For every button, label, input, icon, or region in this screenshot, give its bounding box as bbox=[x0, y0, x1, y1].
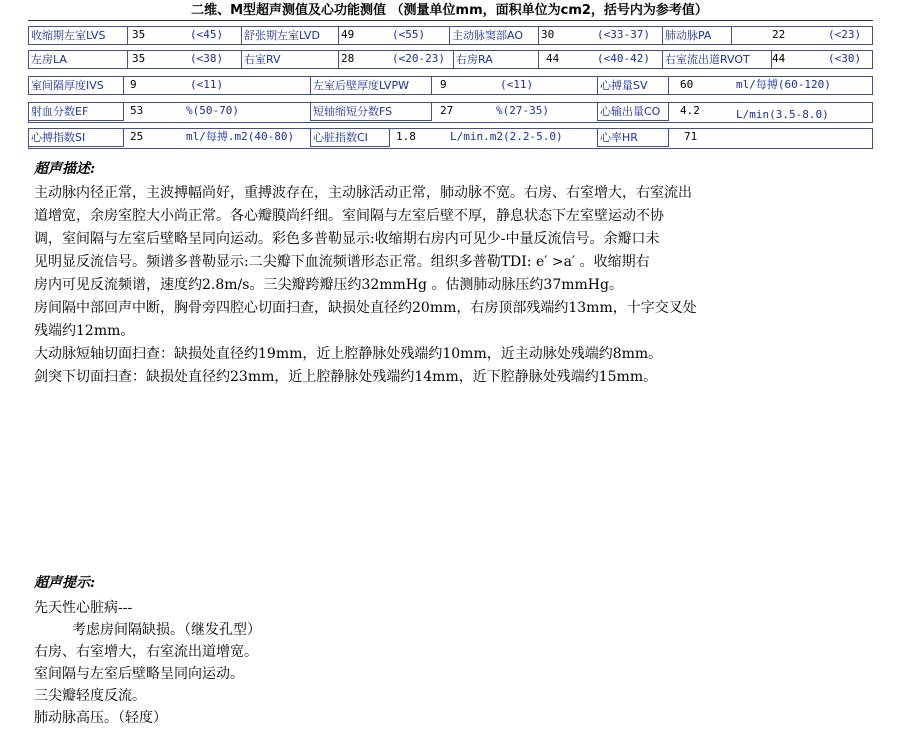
label-ao: 主动脉窦部AO bbox=[449, 26, 539, 45]
ref-ef: %(50-70) bbox=[186, 104, 239, 117]
row-outline bbox=[28, 102, 873, 123]
ref-ao: (<33-37) bbox=[597, 28, 650, 41]
row-outline bbox=[28, 76, 873, 95]
conclusion-line: 右房、右室增大，右室流出道增宽。 bbox=[34, 644, 258, 660]
conclusion-line: 室间隔与左室后壁略呈同向运动。 bbox=[34, 666, 244, 682]
value-ra: 44 bbox=[546, 52, 560, 65]
label-lvs: 收缩期左室LVS bbox=[28, 26, 128, 45]
value-si: 25 bbox=[130, 130, 144, 143]
ref-lvd: (<55) bbox=[392, 28, 426, 41]
value-ao: 30 bbox=[541, 28, 555, 41]
description-line: 调，室间隔与左室后壁略呈同向运动。彩色多普勒显示:收缩期右房内可见少-中量反流信号。余瓣口未 bbox=[34, 231, 660, 247]
label-si: 心搏指数SI bbox=[28, 128, 124, 147]
value-hr: 71 bbox=[684, 130, 698, 143]
description-heading: 超声描述: bbox=[34, 161, 96, 177]
label-ef: 射血分数EF bbox=[28, 102, 124, 121]
value-ci: 1.8 bbox=[396, 130, 416, 143]
label-hr: 心率HR bbox=[597, 128, 669, 147]
conclusion-line: 考虑房间隔缺损。（继发孔型） bbox=[72, 622, 261, 638]
label-ivs: 室间隔厚度IVS bbox=[28, 76, 124, 95]
conclusion-line: 三尖瓣轻度反流。 bbox=[34, 688, 146, 704]
description-line: 房间隔中部回声中断，胸骨旁四腔心切面扫查，缺损处直径约20mm，右房顶部残端约13mm，十字交叉处 bbox=[34, 300, 697, 316]
label-lvpw: 左室后壁厚度LVPW bbox=[310, 76, 432, 95]
description-line: 房内可见反流频谱，速度约2.8m/s。三尖瓣跨瓣压约32mmHg 。估测肺动脉压约37mmHg。 bbox=[34, 277, 623, 293]
label-pa: 肺动脉PA bbox=[662, 26, 732, 45]
ref-rv: (<20-23) bbox=[392, 52, 445, 65]
title-divider bbox=[28, 20, 873, 21]
label-ci: 心脏指数CI bbox=[310, 128, 390, 147]
ref-sv: ml/每搏(60-120) bbox=[736, 78, 831, 91]
value-ivs: 9 bbox=[130, 78, 137, 91]
ref-ci: L/min.m2(2.2-5.0) bbox=[450, 130, 563, 143]
description-line: 剑突下切面扫查：缺损处直径约23mm，近上腔静脉处残端约14mm，近下腔静脉处残端约15mm。 bbox=[34, 369, 658, 385]
value-lvd: 49 bbox=[341, 28, 355, 41]
conclusion-heading: 超声提示: bbox=[34, 575, 96, 591]
ref-lvpw: (<11) bbox=[500, 78, 534, 91]
ref-rvot: (<30) bbox=[828, 52, 862, 65]
label-rv: 右室RV bbox=[241, 50, 339, 69]
value-fs: 27 bbox=[440, 104, 454, 117]
label-rvot: 右室流出道RVOT bbox=[662, 50, 772, 69]
label-lvd: 舒张期左室LVD bbox=[241, 26, 339, 45]
label-la: 左房LA bbox=[28, 50, 128, 69]
value-sv: 60 bbox=[680, 78, 694, 91]
ref-si: ml/每搏.m2(40-80) bbox=[186, 130, 295, 143]
description-line: 大动脉短轴切面扫查：缺损处直径约19mm，近上腔静脉处残端约10mm，近主动脉处残端约8mm。 bbox=[34, 346, 663, 362]
value-lvs: 35 bbox=[132, 28, 146, 41]
ref-fs: %(27-35) bbox=[496, 104, 549, 117]
value-pa: 22 bbox=[772, 28, 786, 41]
value-lvpw: 9 bbox=[440, 78, 447, 91]
description-line: 残端约12mm。 bbox=[34, 323, 135, 339]
ref-co: L/min(3.5-8.0) bbox=[736, 108, 829, 121]
value-rv: 28 bbox=[341, 52, 355, 65]
value-rvot: 44 bbox=[772, 52, 786, 65]
conclusion-line: 先天性心脏病--- bbox=[34, 600, 133, 616]
value-la: 35 bbox=[132, 52, 146, 65]
ref-lvs: (<45) bbox=[190, 28, 224, 41]
value-ef: 53 bbox=[130, 104, 144, 117]
description-line: 主动脉内径正常，主波搏幅尚好，重搏波存在，主动脉活动正常，肺动脉不宽。右房、右室增大，右室流出 bbox=[34, 185, 692, 201]
report-title: 二维、M型超声测值及心功能测值 （测量单位mm，面积单位为cm2，括号内为参考值） bbox=[191, 3, 708, 18]
ref-ivs: (<11) bbox=[190, 78, 224, 91]
description-line: 道增宽，余房室腔大小尚正常。各心瓣膜尚纤细。室间隔与左室后壁不厚，静息状态下左室壁运动不协 bbox=[34, 208, 664, 224]
row-outline bbox=[28, 26, 873, 45]
description-line: 见明显反流信号。频谱多普勒显示:二尖瓣下血流频谱形态正常。组织多普勒TDI: e′ >a′ 。收缩期右 bbox=[34, 254, 650, 270]
description-body bbox=[34, 182, 864, 389]
label-sv: 心搏量SV bbox=[597, 76, 669, 95]
value-co: 4.2 bbox=[680, 104, 700, 117]
row-outline bbox=[28, 128, 873, 149]
conclusion-body bbox=[34, 597, 864, 729]
ref-la: (<38) bbox=[190, 52, 224, 65]
ref-pa: (<23) bbox=[828, 28, 862, 41]
ref-ra: (<40-42) bbox=[597, 52, 650, 65]
conclusion-line: 肺动脉高压。（轻度） bbox=[34, 710, 167, 726]
label-co: 心输出量CO bbox=[597, 102, 669, 121]
label-fs: 短轴缩短分数FS bbox=[310, 102, 432, 121]
row-outline bbox=[28, 50, 873, 69]
label-ra: 右房RA bbox=[453, 50, 539, 69]
